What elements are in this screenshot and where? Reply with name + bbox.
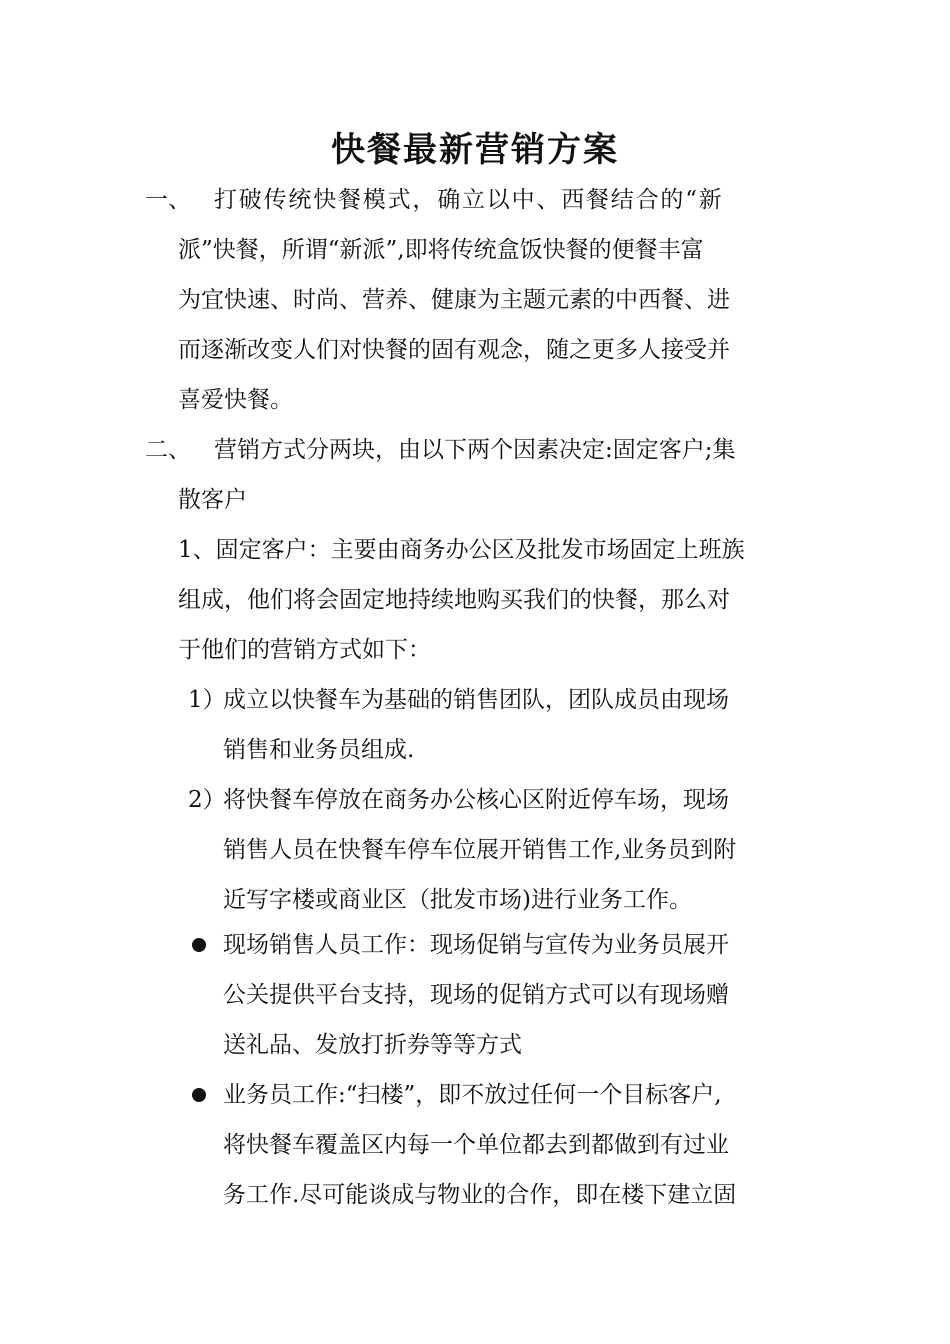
bullet-item-1 <box>223 920 813 1070</box>
section-marker-1: 一、 <box>145 187 191 213</box>
list-item-line: 务工作.尽可能谈成与物业的合作，即在楼下建立固 <box>223 1182 737 1208</box>
paragraph-line: 而逐渐改变人们对快餐的固有观念，随之更多人接受并 <box>178 337 730 363</box>
paragraph-line: 组成，他们将会固定地持续地购买我们的快餐，那么对 <box>178 587 730 613</box>
list-item-line: 成立以快餐车为基础的销售团队，团队成员由现场 <box>223 687 729 713</box>
list-item-line: 销售和业务员组成. <box>223 737 415 763</box>
numbered-item-1 <box>223 675 813 775</box>
document-title: 快餐最新营销方案 <box>331 130 619 170</box>
paragraph-line: 喜爱快餐。 <box>178 387 293 413</box>
bullet-dot-icon <box>192 938 206 952</box>
list-item-line: 业务员工作:“扫楼”，即不放过任何一个目标客户, <box>223 1082 722 1108</box>
list-item-line: 现场销售人员工作：现场促销与宣传为业务员展开 <box>223 932 729 958</box>
paragraph-line: 散客户 <box>178 487 247 513</box>
list-item-line: 近写字楼或商业区（批发市场)进行业务工作。 <box>223 887 692 913</box>
paragraph-line: 营销方式分两块，由以下两个因素决定:固定客户;集 <box>214 437 736 463</box>
section-marker-2: 二、 <box>145 437 191 463</box>
list-item-line: 将快餐车覆盖区内每一个单位都去到都做到有过业 <box>223 1132 729 1158</box>
section-2-paragraph <box>178 425 810 525</box>
list-item-line: 将快餐车停放在商务办公核心区附近停车场，现场 <box>223 787 729 813</box>
section-1-paragraph <box>178 175 810 425</box>
numbered-marker-2: 2） <box>188 787 226 813</box>
list-item-line: 销售人员在快餐车停车位展开销售工作,业务员到附 <box>223 837 737 863</box>
paragraph-line: 1、固定客户：主要由商务办公区及批发市场固定上班族 <box>178 537 745 563</box>
paragraph-line: 于他们的营销方式如下： <box>178 637 431 663</box>
paragraph-line: 派”快餐，所谓“新派”,即将传统盒饭快餐的便餐丰富 <box>178 237 704 263</box>
list-item-line: 送礼品、发放打折券等等方式 <box>223 1032 522 1058</box>
paragraph-line: 为宜快速、时尚、营养、健康为主题元素的中西餐、进 <box>178 287 730 313</box>
numbered-marker-1: 1） <box>188 687 226 713</box>
numbered-item-2 <box>223 775 813 925</box>
bullet-item-2 <box>223 1070 813 1220</box>
list-item-line: 公关提供平台支持，现场的促销方式可以有现场赠 <box>223 982 729 1008</box>
bullet-dot-icon <box>192 1088 206 1102</box>
paragraph-line: 打破传统快餐模式，确立以中、西餐结合的“新 <box>214 187 724 213</box>
fixed-customer-paragraph <box>178 525 810 675</box>
